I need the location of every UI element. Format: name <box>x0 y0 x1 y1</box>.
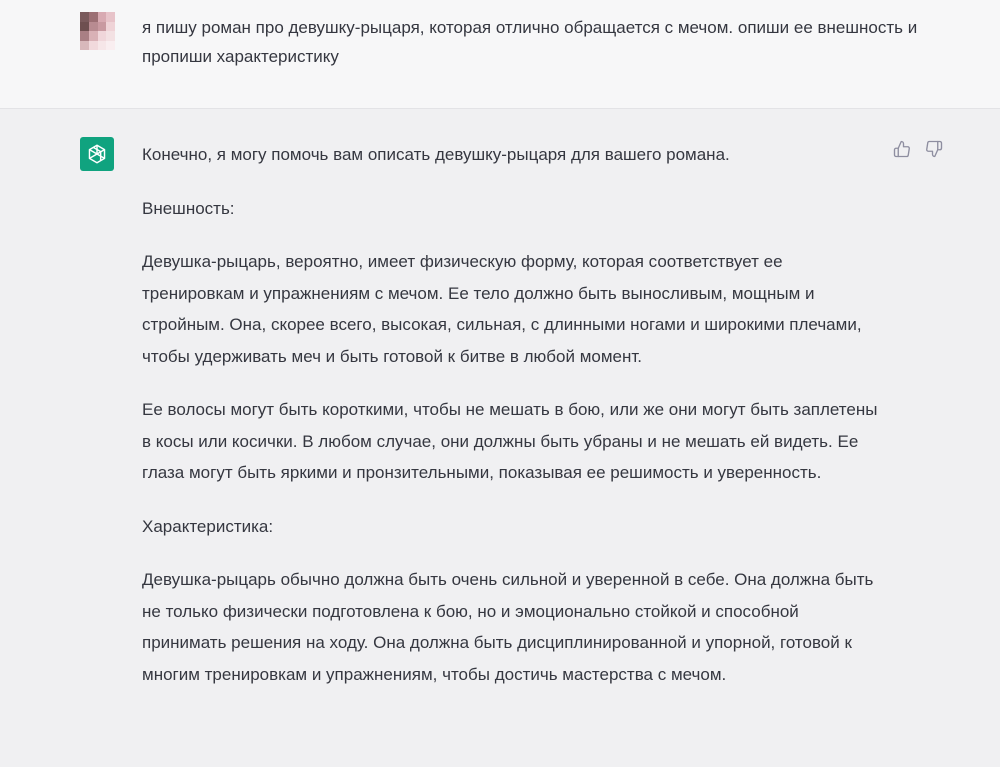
user-message-row <box>0 0 1000 109</box>
assistant-paragraph: Ее волосы могут быть короткими, чтобы не мешать в бою, или же они могут быть заплетены в косы или косички. В любом случае, они должны быть убраны и не мешать ей видеть. Ее глаза могут быть яркими и пронзительными, показывая ее решимость и уверенность. <box>142 400 878 482</box>
user-message-text: я пишу роман про девушку-рыцаря, которая отлично обращается с мечом. опиши ее внешность и пропиши характеристику <box>142 18 918 66</box>
feedback-buttons <box>892 139 944 159</box>
assistant-paragraph: Характеристика: <box>142 516 274 536</box>
thumbs-up-icon <box>893 140 911 158</box>
assistant-paragraph: Конечно, я могу помочь вам описать девушку-рыцаря для вашего романа. <box>142 145 730 164</box>
assistant-message-text <box>142 139 882 712</box>
user-avatar <box>80 12 115 50</box>
assistant-message-row <box>0 109 1000 767</box>
thumbs-down-button[interactable] <box>924 139 944 159</box>
assistant-paragraph: Девушка-рыцарь, вероятно, имеет физическую форму, которая соответствует ее тренировкам и упражнениям с мечом. Ее тело должно быть выносливым, мощным и стройным. Она, скорее всего, высокая, сильная, с длинными ногами и широкими плечами, чтобы удерживать меч и быть готовой к битве в любой момент. <box>142 252 862 366</box>
openai-logo-icon <box>80 137 114 171</box>
thumbs-down-icon <box>925 140 943 158</box>
assistant-paragraph: Девушка-рыцарь обычно должна быть очень сильной и уверенной в себе. Она должна быть не только физически подготовлена к бою, но и эмоционально стойкой и способной принимать решения на ходу. Она должна быть дисциплинированной и упорной, готовой к многим тренировкам и упражнениям, чтобы достичь мастерства с мечом. <box>142 570 874 684</box>
thumbs-up-button[interactable] <box>892 139 912 159</box>
assistant-paragraph: Внешность: <box>142 198 235 218</box>
